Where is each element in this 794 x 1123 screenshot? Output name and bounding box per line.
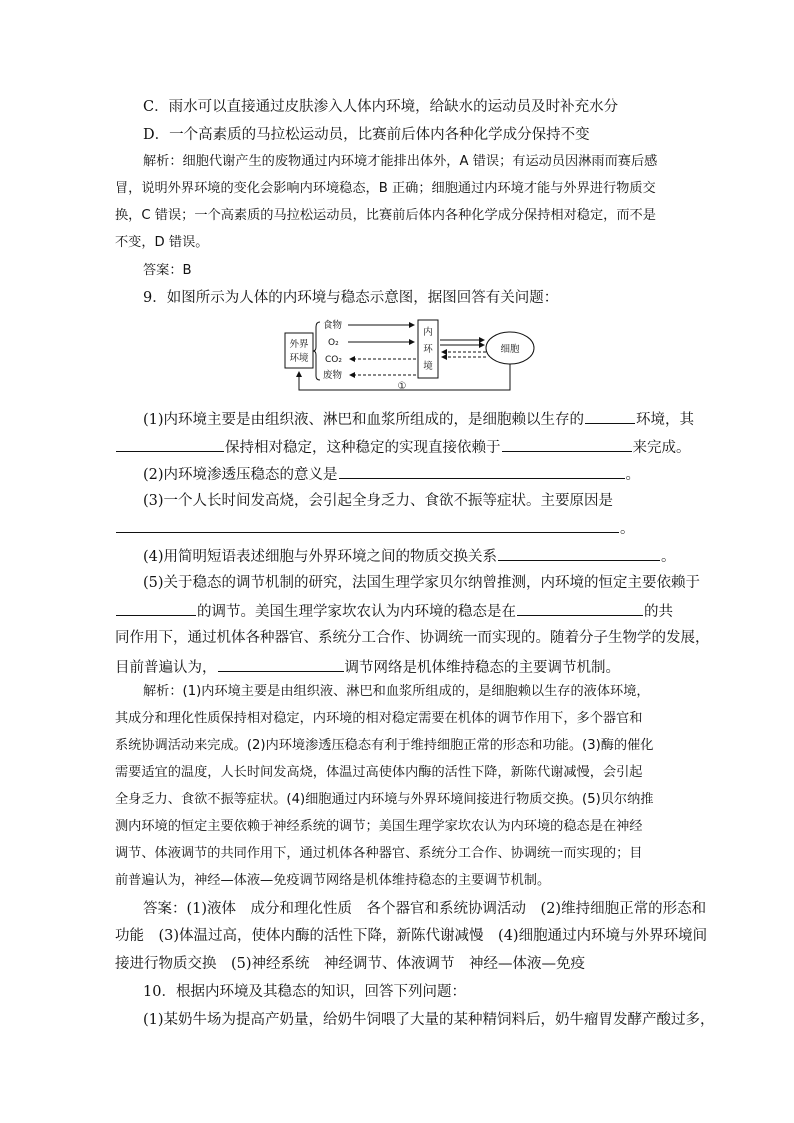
sub-question-5-cont: 的调节。美国生理学家坎农认为内环境的稳态是在 的共 (115, 601, 673, 621)
answer-line: 接进行物质交换 (5)神经系统 神经调节、体液调节 神经—体液—免疫 (115, 956, 586, 972)
analysis-line: 系统协调活动来完成。(2)内环境渗透压稳态有利于维持细胞正常的形态和功能。(3)酶的催化 (115, 738, 654, 753)
inner-label-1: 内 (423, 327, 433, 338)
sub-question-3-cont: 。 (115, 518, 635, 538)
analysis-line: 不变，D 错误。 (115, 235, 209, 250)
sub-question-5: (5)关于稳态的调节机制的研究，法国生理学家贝尔纳曾推测，内环境的恒定主要依赖于 (143, 575, 701, 591)
homeostasis-diagram (280, 318, 542, 398)
answer-blank[interactable] (517, 601, 643, 616)
analysis-line: 冒，说明外界环境的变化会影响内环境稳态，B 正确；细胞通过内环境才能与外界进行物质交 (115, 181, 656, 196)
answer-blank[interactable] (218, 657, 344, 672)
analysis-line: 其成分和理化性质保持相对稳定，内环境的相对稳定需要在机体的调节作用下，多个器官和 (115, 711, 643, 726)
analysis-line: 需要适宜的温度，人长时间发高烧，体温过高使体内酶的活性下降，新陈代谢减慢，会引起 (115, 765, 643, 780)
option-d: D．一个高素质的马拉松运动员，比赛前后体内各种化学成分保持不变 (143, 127, 590, 143)
answer-blank[interactable] (116, 601, 196, 616)
outside-label-2: 环境 (289, 353, 309, 364)
sub-question-4: (4)用简明短语表述细胞与外界环境之间的物质交换关系 。 (143, 546, 676, 566)
answer-line: 答案：B (143, 263, 192, 278)
analysis-line: 全身乏力、食欲不振等症状。(4)细胞通过内环境与外界环境间接进行物质交换。(5)贝尔纳推 (115, 792, 654, 807)
question-stem: 10．根据内环境及其稳态的知识，回答下列问题： (143, 984, 466, 1000)
analysis-line: 解析：细胞代谢产生的废物通过内环境才能排出体外，A 错误；有运动员因淋雨而赛后感 (143, 154, 658, 169)
answer-blank[interactable] (116, 437, 224, 452)
sub-question-2: (2)内环境渗透压稳态的意义是 。 (143, 464, 640, 484)
answer-blank[interactable] (498, 546, 660, 561)
waste-label: 废物 (323, 370, 343, 381)
sub-question-1: (1)某奶牛场为提高产奶量，给奶牛饲喂了大量的某种精饲料后，奶牛瘤胃发酵产酸过多， (143, 1012, 715, 1028)
question-stem: 9．如图所示为人体的内环境与稳态示意图，据图回答有关问题： (143, 290, 559, 306)
co2-label: CO₂ (325, 355, 342, 365)
analysis-line: 测内环境的恒定主要依赖于神经系统的调节；美国生理学家坎农认为内环境的稳态是在神经 (115, 819, 643, 834)
analysis-line: 调节、体液调节的共同作用下，通过机体各种器官、系统分工合作、协调统一而实现的；目 (115, 846, 643, 861)
answer-blank[interactable] (502, 437, 632, 452)
brace (313, 322, 320, 380)
sub-question-5-cont: 目前普遍认为， 调节网络是机体维持稳态的主要调节机制。 (115, 657, 620, 677)
sub-question-3: (3)一个人长时间发高烧，会引起全身乏力、食欲不振等症状。主要原因是 (143, 493, 614, 509)
option-c: C．雨水可以直接通过皮肤渗入人体内环境，给缺水的运动员及时补充水分 (143, 99, 619, 115)
food-label: 食物 (323, 320, 343, 331)
sub-question-1: (1)内环境主要是由组织液、淋巴和血浆所组成的，是细胞赖以生存的 环境，其 (143, 409, 694, 429)
sub-question-1-cont: 保持相对稳定，这种稳定的实现直接依赖于 来完成。 (115, 437, 691, 457)
answer-line: 答案：(1)液体 成分和理化性质 各个器官和系统协调活动 (2)维持细胞正常的形态和 (143, 901, 707, 917)
answer-blank[interactable] (585, 409, 635, 424)
inner-label-3: 境 (423, 361, 433, 372)
sub-question-5-cont: 同作用下，通过机体各种器官、系统分工合作、协调统一而实现的。随着分子生物学的发展， (115, 630, 710, 646)
o2-label: O₂ (328, 338, 339, 348)
loop-label: ① (397, 381, 407, 392)
outside-label-1: 外界 (289, 339, 309, 350)
answer-line: 功能 (3)体温过高，使体内酶的活性下降，新陈代谢减慢 (4)细胞通过内环境与外界环境间 (115, 928, 708, 944)
answer-blank[interactable] (116, 518, 619, 533)
answer-blank[interactable] (339, 464, 625, 479)
cell-label: 细胞 (500, 344, 520, 355)
inner-label-2: 环 (423, 344, 433, 355)
analysis-line: 换，C 错误；一个高素质的马拉松运动员，比赛前后体内各种化学成分保持相对稳定，而不是 (115, 208, 656, 223)
analysis-line: 解析：(1)内环境主要是由组织液、淋巴和血浆所组成的，是细胞赖以生存的液体环境， (143, 684, 650, 699)
analysis-line: 前普遍认为，神经—体液—免疫调节网络是机体维持稳态的主要调节机制。 (115, 873, 551, 888)
